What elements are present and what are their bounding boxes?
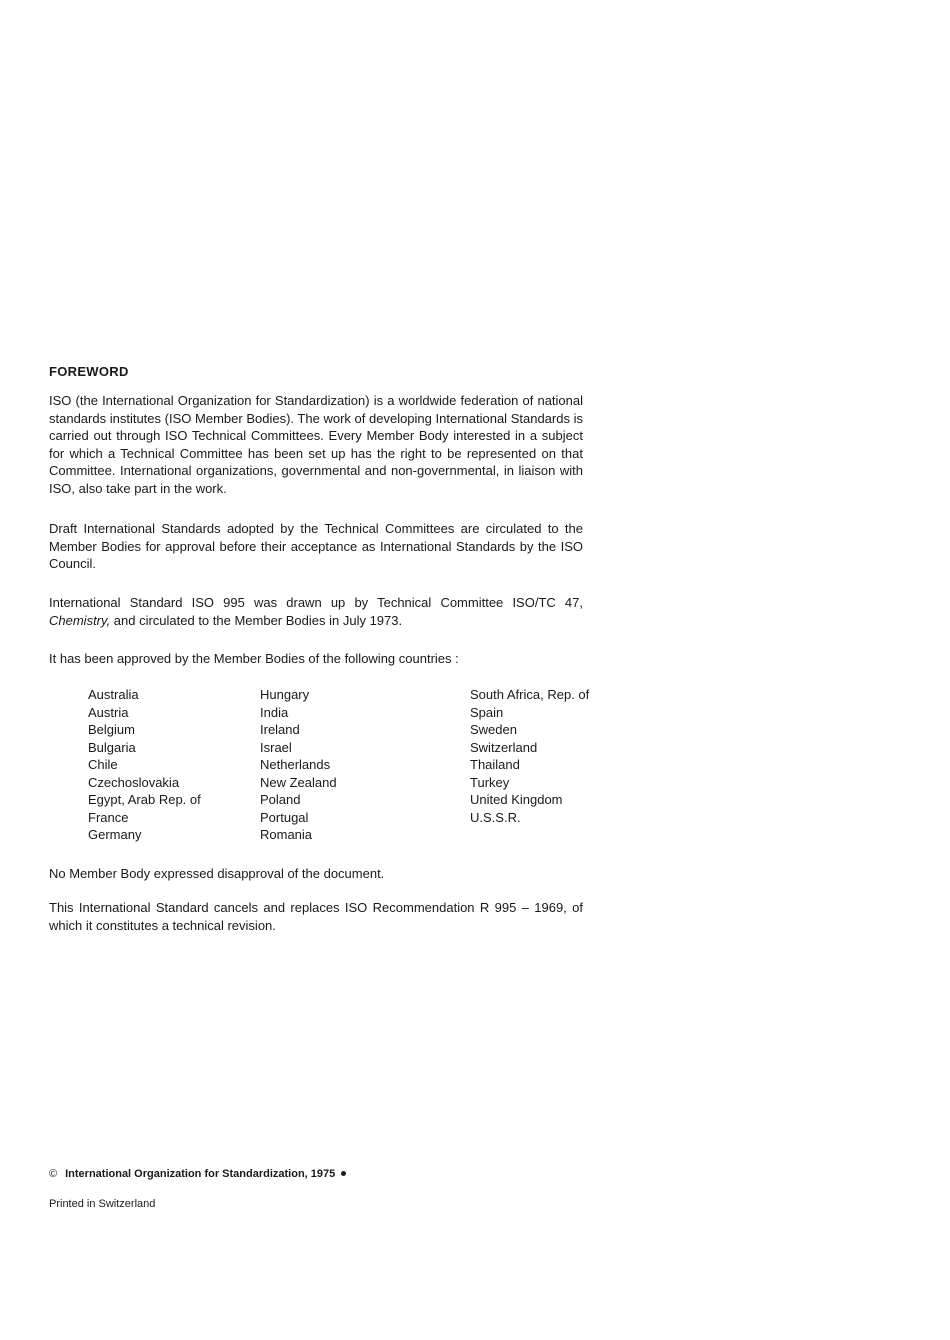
paragraph-text: No Member Body expressed disapproval of the document.	[49, 866, 385, 881]
foreword-heading: FOREWORD	[49, 364, 129, 379]
paragraph-text-start: International Standard ISO 995 was drawn up by Technical Committee ISO/TC 47,	[49, 595, 583, 610]
country-item: Spain	[470, 704, 504, 720]
country-item: Portugal	[260, 809, 309, 825]
bullet-icon	[341, 1171, 346, 1176]
country-item: New Zealand	[260, 774, 337, 790]
country-item: Turkey	[470, 774, 510, 790]
country-item: Thailand	[470, 757, 520, 772]
country-item: Netherlands	[260, 757, 331, 772]
country-item: Sweden	[470, 722, 517, 737]
paragraph-text-end: and circulated to the Member Bodies in July 1973.	[110, 612, 403, 628]
country-item: Bulgaria	[88, 739, 136, 755]
copyright-icon: ©	[49, 1168, 58, 1180]
country-list-column-3	[470, 686, 589, 826]
country-item: Hungary	[260, 687, 310, 702]
country-item: Chile	[88, 757, 118, 772]
country-item: Egypt, Arab Rep. of	[88, 792, 201, 807]
country-item: Czechoslovakia	[88, 774, 180, 790]
country-item: France	[88, 809, 129, 825]
paragraph-text: Draft International Standards adopted by the Technical Committees are circulated to the Member Bodies for approval before their acceptance as International Standards by the ISO Council.	[49, 521, 583, 572]
country-item: Switzerland	[470, 739, 538, 755]
paragraph-text: It has been approved by the Member Bodies of the following countries :	[49, 651, 459, 666]
paragraph-text	[49, 594, 583, 629]
country-item: Romania	[260, 827, 313, 842]
foreword-paragraph-drafts	[49, 520, 583, 573]
copyright-text: International Organization for Standardization, 1975	[65, 1168, 336, 1180]
foreword-paragraph-iso	[49, 392, 583, 498]
committee-name: Chemistry,	[49, 612, 111, 628]
cancellation-note	[49, 899, 583, 934]
paragraph-text: This International Standard cancels and replaces ISO Recommendation R 995 – 1969, of which it constitutes a technical revision.	[49, 900, 583, 933]
copyright-line	[49, 1168, 346, 1180]
country-item: U.S.S.R.	[470, 809, 521, 825]
country-item: Austria	[88, 704, 129, 720]
disapproval-note	[49, 865, 583, 883]
country-list-column-1	[88, 686, 201, 844]
approval-intro	[49, 650, 583, 668]
country-item: Israel	[260, 739, 292, 755]
printed-location: Printed in Switzerland	[49, 1198, 156, 1210]
country-item: South Africa, Rep. of	[470, 687, 590, 702]
foreword-paragraph-committee	[49, 594, 583, 629]
paragraph-text: ISO (the International Organization for Standardization) is a worldwide federation of national standards institutes (ISO Member Bodies). The work of developing International Standards is carried out through ISO Technical Committees. Every Member Body interested in a subject for which a Technical Committee has been set up has the right to be represented on that Committee. International organizations, governmental and non-governmental, in liaison with ISO, also take part in the work.	[49, 393, 583, 496]
country-item: Poland	[260, 792, 301, 807]
country-item: Ireland	[260, 722, 300, 737]
country-item: United Kingdom	[470, 792, 563, 807]
country-item: Germany	[88, 827, 142, 842]
country-item: Belgium	[88, 722, 135, 737]
country-item: India	[260, 704, 289, 720]
country-item: Australia	[88, 687, 139, 702]
country-list-column-2	[260, 686, 337, 844]
